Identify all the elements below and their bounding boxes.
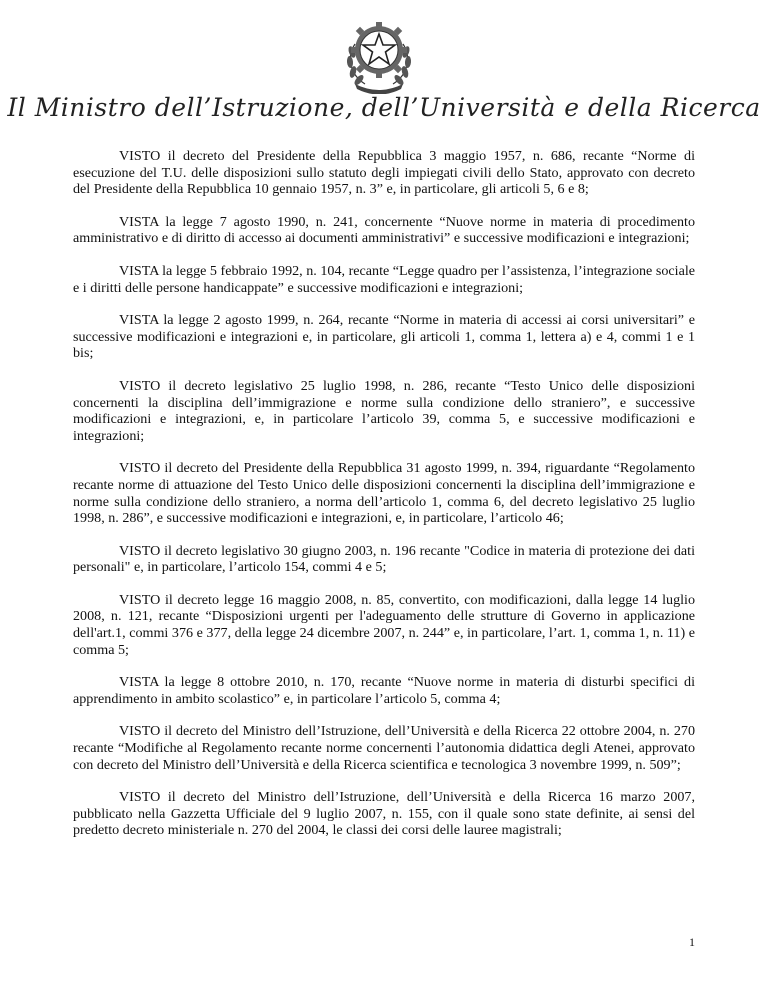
paragraph: VISTO il decreto del Ministro dell’Istruzione, dell’Università e della Ricerca 22 ottobre 2004, n. 270 recante “Modifiche al Regolamento recante norme concernenti l’autonomia didattica degli Atenei, approvato con decreto del Ministro dell’Università e della Ricerca scientifica e tecnologica 3 novembre 1999, n. 509”; xyxy=(73,723,695,773)
paragraph: VISTO il decreto del Presidente della Repubblica 3 maggio 1957, n. 686, recante “Norme di esecuzione del T.U. delle disposizioni sullo statuto degli impiegati civili dello Stato, approvato con decreto del Presidente della Repubblica 10 gennaio 1957, n. 3” e, in particolare, gli articoli 5, 6 e 8; xyxy=(73,148,695,198)
ministry-title: Il Ministro dell’Istruzione, dell’Università e della Ricerca xyxy=(7,93,761,122)
paragraph: VISTA la legge 8 ottobre 2010, n. 170, recante “Nuove norme in materia di disturbi specifici di apprendimento in ambito scolastico” e, in particolare l’articolo 5, comma 4; xyxy=(73,674,695,707)
document-body xyxy=(73,148,695,855)
paragraph: VISTO il decreto legislativo 30 giugno 2003, n. 196 recante "Codice in materia di protezione dei dati personali" e, in particolare, l’articolo 154, commi 4 e 5; xyxy=(73,542,695,576)
paragraph: VISTO il decreto legislativo 25 luglio 1998, n. 286, recante “Testo Unico delle disposizioni concernenti la disciplina dell’immigrazione e norme sulla condizione dello straniero”, e successive modificazioni e integrazioni, e, in particolare l’articolo 39, comma 5, e successive modificazioni e integrazioni; xyxy=(73,377,695,444)
paragraph: VISTA la legge 7 agosto 1990, n. 241, concernente “Nuove norme in materia di procedimento amministrativo e di diritto di accesso ai documenti amministrativi” e successive modificazioni e integrazioni; xyxy=(73,213,695,247)
paragraph: VISTA la legge 5 febbraio 1992, n. 104, recante “Legge quadro per l’assistenza, l’integrazione sociale e i diritti delle persone handicappate” e successive modificazioni e integrazioni; xyxy=(73,262,695,296)
paragraph: VISTA la legge 2 agosto 1999, n. 264, recante “Norme in materia di accessi ai corsi universitari” e successive modificazioni e integrazioni e, in particolare, gli articoli 1, comma 1, lettera a) e 4, commi 1 e 1 bis; xyxy=(73,312,695,362)
paragraph: VISTO il decreto del Ministro dell’Istruzione, dell’Università e della Ricerca 16 marzo 2007, pubblicato nella Gazzetta Ufficiale del 9 luglio 2007, n. 155, con il quale sono state definite, ai sensi del predetto decreto ministeriale n. 270 del 2004, le classi dei corsi delle lauree magistrali; xyxy=(73,789,695,839)
paragraph: VISTO il decreto del Presidente della Repubblica 31 agosto 1999, n. 394, riguardante “Regolamento recante norme di attuazione del Testo Unico delle disposizioni concernenti la disciplina dell’immigrazione e norme sulla condizione dello straniero, a norma dell’articolo 1, comma 6, del decreto legislativo 25 luglio 1998, n. 286”, e successive modificazioni e integrazioni, e, in particolare, l’articolo 46; xyxy=(73,460,695,527)
italian-republic-emblem-icon xyxy=(341,14,417,94)
paragraph: VISTO il decreto legge 16 maggio 2008, n. 85, convertito, con modificazioni, dalla legge 14 luglio 2008, n. 121, recante “Disposizioni urgenti per l'adeguamento delle strutture di Governo in applicazione dell'art.1, commi 376 e 377, della legge 24 dicembre 2007, n. 244” e, in particolare, l’art. 1, comma 1, n. 11) e comma 5; xyxy=(73,591,695,658)
page-number: 1 xyxy=(689,935,695,949)
